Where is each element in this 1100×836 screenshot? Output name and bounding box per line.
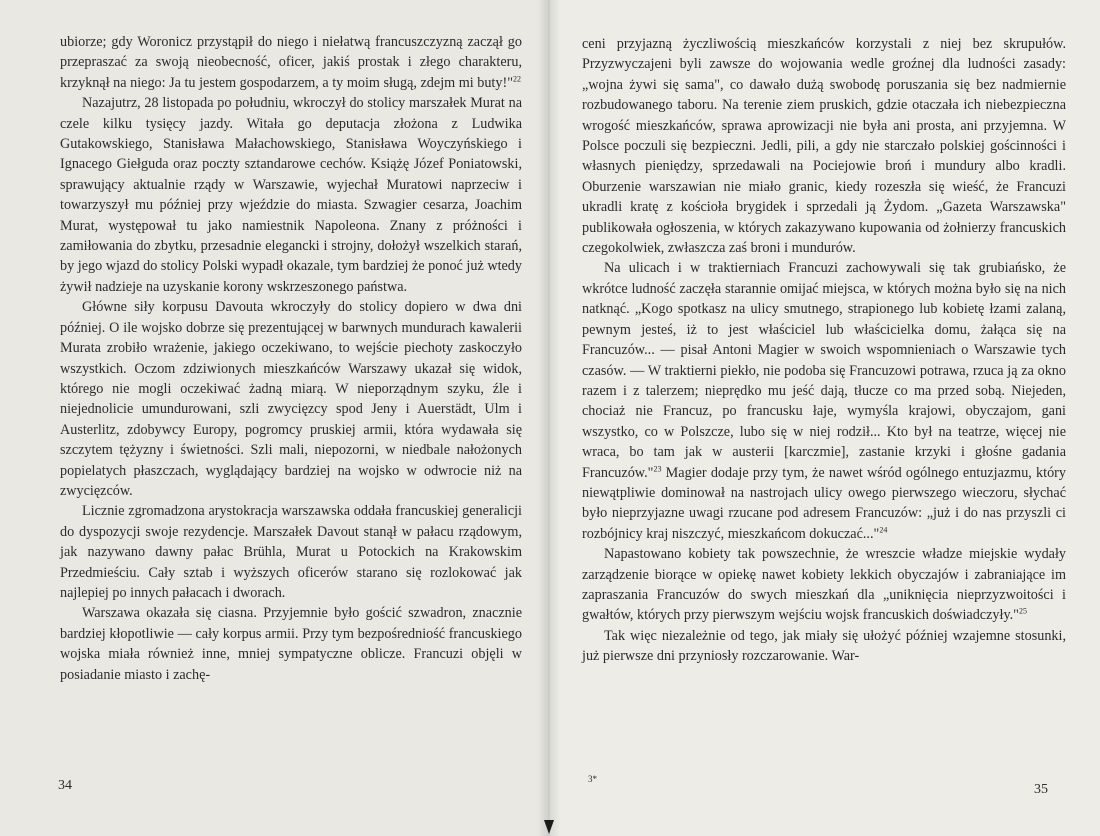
paragraph (60, 501, 522, 603)
paragraph (582, 34, 1066, 258)
paragraph (582, 258, 1066, 544)
bookmark-arrow-icon (544, 820, 554, 834)
paragraph-text: Licznie zgromadzona arystokracja warszawska oddała francuskiej generalicji do dyspozycji swoje rezydencje. Marszałek Davout stanął w pałacu rządowym, jak nazywano dawny pałac Brühla, Murat u Potockich na Krakowskim Przedmieściu. Cały sztab i wyższych oficerów starano się rozlokować jak najlepiej po innych pałacach i dworach. (60, 503, 522, 601)
paragraph-text: Główne siły korpusu Davouta wkroczyły do stolicy dopiero w dwa dni później. O ile wojsko dobrze się prezentującej w barwnych mundurach kawalerii Murata zrobiło wrażenie, jakiego oczekiwano, to wejście piechoty zaskoczyło wszystkich. Oczom zdziwionych mieszkańców Warszawy ukazał się widok, którego nie mogli oczekiwać żadną miarą. W nieporządnym szyku, źle i niejednolicie umundurowani, szli zwycięzcy spod Jeny i Auerstädt, Ulm i Austerlitz, zdobywcy Europy, pogromcy pruskiej armii, która wydawała się szczytem tężyzny i świetności. Szli mali, niepozorni, w niedbale nałożonych popielatych płaszczach, wyglądający bardziej na wojsko w odwrocie niż na zwycięzców. (60, 299, 522, 499)
footnote-ref: 22 (513, 74, 521, 84)
page-number: 35 (1034, 782, 1048, 797)
paragraph (60, 297, 522, 501)
right-page (548, 0, 1100, 836)
paragraph (60, 603, 522, 685)
paragraph (582, 626, 1066, 667)
paragraph-text: Napastowano kobiety tak powszechnie, że wreszcie władze miejskie wydały zarządzenie biorące w opiekę nawet kobiety lekkich obyczajów i zabraniające im zapraszania Francuzów do swych mieszkań dla „uniknięcia nieprzyzwoitości i gwałtów, których przy pierwszym wejściu wojsk francuskich doświadczyły." (582, 546, 1066, 624)
footnote-ref: 23 (653, 463, 662, 473)
paragraph (582, 544, 1066, 626)
book-gutter (538, 0, 560, 836)
paragraph (60, 32, 522, 93)
left-page-text (60, 32, 522, 685)
paragraph-text: Warszawa okazała się ciasna. Przyjemnie było gościć szwadron, znacznie bardziej kłopotliwie — cały korpus armii. Przy tym bezpośredniość francuskiego wojska miała również inne, mniej sympatyczne oblicze. Francuzi objęli w posiadanie miasto i zachę- (60, 605, 522, 683)
paragraph-text: Nazajutrz, 28 listopada po południu, wkroczył do stolicy marszałek Murat na czele kilku tysięcy jazdy. Witała go deputacja złożona z Ludwika Gutakowskiego, Stanisława Małachowskiego, Stanisława Woyczyńskiego i Ignacego Giełguda oraz poczty sztandarowe cechów. Książę Józef Poniatowski, sprawujący aktualnie rządy w Warszawie, wyjechał Muratowi naprzeciw i towarzyszył mu później przy wjeździe do miasta. Szwagier cesarza, Joachim Murat, występował tu jako namiestnik Napoleona. Znany z próżności i zamiłowania do zbytku, przesadnie elegancki i strojny, dołożył wszelkich starań, by jego wjazd do stolicy Polski wypadł okazale, tym bardziej że ponoć już wtedy żywił nadzieje na uzyskanie korony wskrzeszonego państwa. (60, 95, 522, 295)
footnote-ref: 25 (1018, 606, 1027, 616)
paragraph-text: Tak więc niezależnie od tego, jak miały się ułożyć później wzajemne stosunki, już pierwsze dni przyniosły rozczarowanie. War- (582, 627, 1066, 665)
signature-mark: 3* (588, 774, 597, 784)
left-page (0, 0, 548, 836)
paragraph (60, 93, 522, 297)
page-number: 34 (58, 778, 72, 793)
paragraph-text: Magier dodaje przy tym, że nawet wśród ogólnego entuzjazmu, który niewątpliwie dominował na nastrojach ulicy owego pierwszego wieczoru, słychać było nieprzyjazne uwagi rzucane pod adresem Francuzów: „już i do nas przyszli ci rozbójnicy kraj niszczyć, mieszkańcom dokuczać..." (582, 464, 1066, 542)
paragraph-text: ceni przyjazną życzliwością mieszkańców korzystali z niej bez skrupułów. Przyzwyczajeni byli zawsze do wojowania wedle groźnej dla ludności zasady: „wojna żywi się sama", co dawało dużą swobodę poruszania się bez nadmiernie rozbudowanego taboru. Na terenie ziem pruskich, gdzie otaczała ich niebezpieczna wrogość mieszkańców, sprawa aprowizacji nie była ani prosta, ani przyjemna. W Polsce poczuli się bezpieczni. Jedli, pili, a gdy nie starczało polskiej gościnności i własnych pieniędzy, sprzedawali na Pociejowie broń i mundury albo kradli. Oburzenie warszawian nie miało granic, kiedy rozeszła się wieść, że Francuzi ukradli kratę z kościoła brygidek i sprzedali ją Żydom. „Gazeta Warszawska" publikowała ogłoszenia, w których zakazywano kupowania od żołnierzy francuskich czegokolwiek, zwłaszcza zaś broni i mundurów. (582, 36, 1066, 257)
footnote-ref: 24 (879, 525, 888, 535)
paragraph-text: Na ulicach i w traktierniach Francuzi zachowywali się tak grubiańsko, że wkrótce ludność zaczęła starannie omijać miejsca, w których można było się na nich natknąć. „Kogo spotkasz na ulicy smutnego, strapionego lub kobietę łzami zalaną, pewnym jesteś, iż to jest właściciel lub właścicielka domu, żałąca się na Francuzów... — pisał Antoni Magier w swoich wspomnieniach o Warszawie tych czasów. — W traktierni piekło, nie podoba się Francuzowi potrawa, rzuca ją za okno razem i z talerzem; nieprędko mu jeść dają, tłucze co ma przed sobą. Niejeden, chociaż nie Francuz, po francusku łaje, wymyśla krajowi, obyczajom, gani wszystko, co w Polszcze, lubo się w niej rodził... Kto był na teatrze, więcej nie wraca, bo tam jak w austerii [karczmie], zastanie krzyki i głośne gadania Francuzów." (582, 260, 1066, 481)
paragraph-text: ubiorze; gdy Woronicz przystąpił do niego i niełatwą francuszczyzną zaczął go przepraszać za swoją nieobecność, oficer, jakiś prostak i złego charakteru, krzyknął na niego: Ja tu jestem gospodarzem, a ty moim sługą, zdejm mi buty!" (60, 34, 522, 91)
right-page-text (582, 34, 1066, 667)
